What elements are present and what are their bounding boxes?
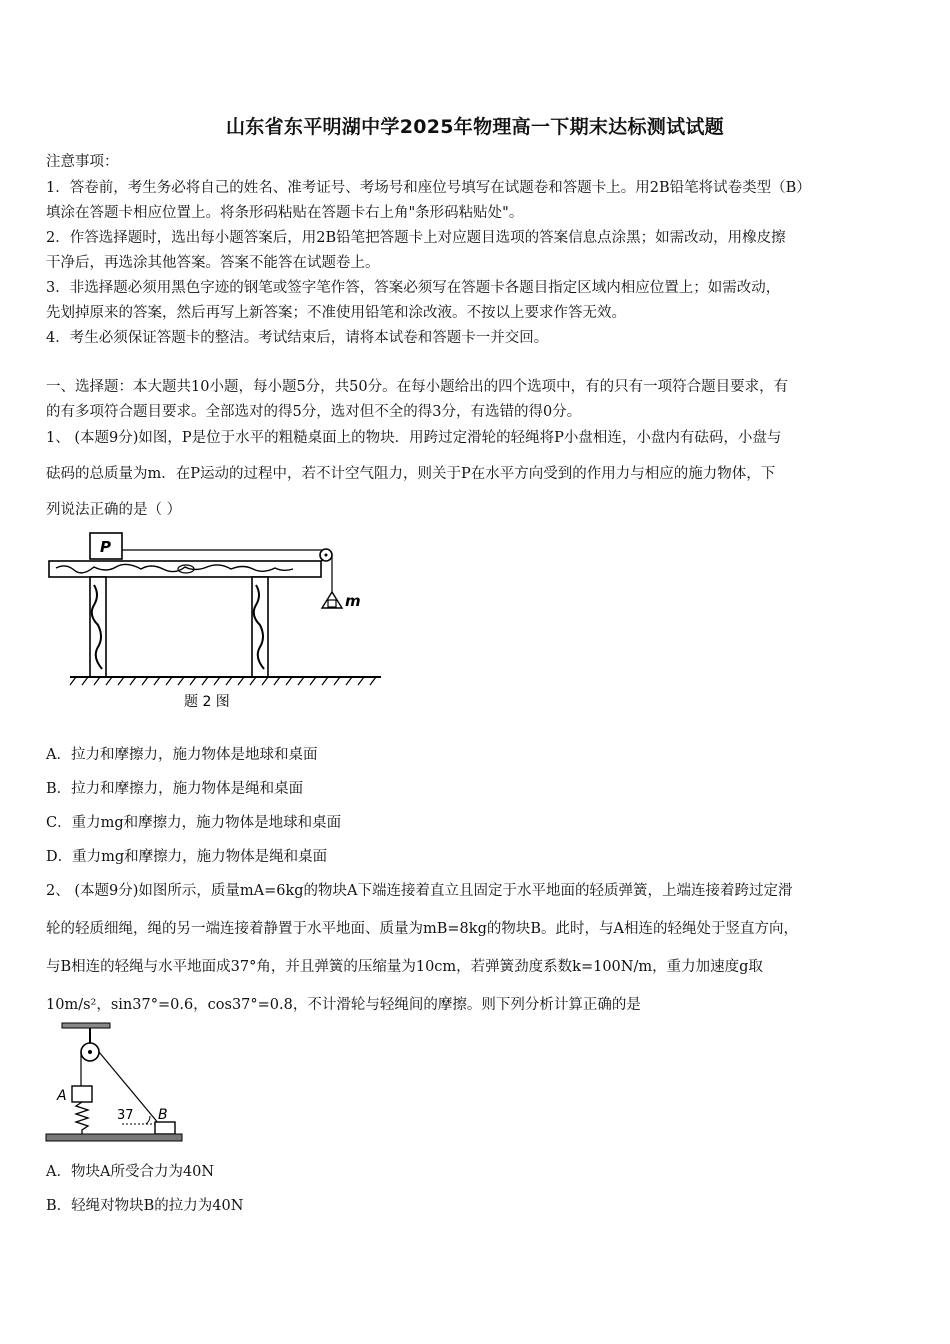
- ground: [46, 1134, 182, 1141]
- mass-m-label: m: [345, 592, 361, 610]
- section-1-line-1: 一、选择题：本大题共10小题，每小题5分，共50分。在每小题给出的四个选项中，有的只有一项符合题目要求，有: [46, 379, 789, 395]
- figure-caption: 题 2 图: [184, 694, 230, 710]
- question-2-line-2: 轮的轻质细绳，绳的另一端连接着静置于水平地面、质量为mB=8kg的物块B。此时，与A相连的轻绳处于竖直方向，: [46, 921, 798, 937]
- question-2-line-1: 2、 (本题9分)如图所示，质量mA=6kg的物块A下端连接着直立且固定于水平地面的轻质弹簧，上端连接着跨过定滑: [46, 883, 793, 899]
- block-b: [155, 1122, 175, 1134]
- block-b-label: B: [158, 1107, 168, 1123]
- notice-item-2-line-2: 干净后，再选涂其他答案。答案不能答在试题卷上。: [46, 255, 380, 271]
- block-a: [72, 1086, 92, 1102]
- ceiling: [62, 1023, 110, 1028]
- question-1-line-3: 列说法正确的是（ ）: [46, 502, 182, 518]
- notice-item-3-line-1: 3．非选择题必须用黑色字迹的钢笔或签字笔作答，答案必须写在答题卡各题目指定区域内相应位置上；如需改动，: [46, 280, 781, 296]
- question-1-option-d: D．重力mg和摩擦力，施力物体是绳和桌面: [46, 849, 328, 865]
- block-p-label: P: [100, 538, 111, 556]
- question-2-line-4: 10m/s²，sin37°=0.6，cos37°=0.8，不计滑轮与轻绳间的摩擦。则下列分析计算正确的是: [46, 997, 641, 1013]
- question-2-figure: [44, 1020, 184, 1145]
- question-1-option-a: A．拉力和摩擦力，施力物体是地球和桌面: [46, 747, 318, 763]
- spring: [76, 1102, 88, 1134]
- tabletop: [49, 561, 321, 577]
- notice-item-3-line-2: 先划掉原来的答案，然后再写上新答案；不准使用铅笔和涂改液。不按以上要求作答无效。: [46, 305, 626, 321]
- notice-item-1-line-1: 1．答卷前，考生务必将自己的姓名、准考证号、考场号和座位号填写在试题卷和答题卡上。用2B铅笔将试卷类型（B）: [46, 180, 811, 196]
- angle-label: 37: [117, 1108, 134, 1123]
- question-2-option-a: A．物块A所受合力为40N: [46, 1164, 215, 1180]
- question-1-figure: [46, 530, 386, 710]
- page-title: 山东省东平明湖中学2025年物理高一下期末达标测试试题: [226, 116, 724, 138]
- notice-item-1-line-2: 填涂在答题卡相应位置上。将条形码粘贴在答题卡右上角"条形码粘贴处"。: [46, 205, 524, 221]
- notice-heading: 注意事项：: [46, 154, 119, 170]
- question-1-line-1: 1、 (本题9分)如图，P是位于水平的粗糙桌面上的物块．用跨过定滑轮的轻绳将P小盘相连，小盘内有砝码，小盘与: [46, 430, 782, 446]
- notice-item-2-line-1: 2．作答选择题时，选出每小题答案后，用2B铅笔把答题卡上对应题目选项的答案信息点涂黑；如需改动，用橡皮擦: [46, 230, 786, 246]
- question-1-option-b: B．拉力和摩擦力，施力物体是绳和桌面: [46, 781, 304, 797]
- question-2-option-b: B．轻绳对物块B的拉力为40N: [46, 1198, 244, 1214]
- section-1-line-2: 的有多项符合题目要求。全部选对的得5分，选对但不全的得3分，有选错的得0分。: [46, 404, 582, 420]
- question-1-option-c: C．重力mg和摩擦力，施力物体是地球和桌面: [46, 815, 342, 831]
- block-a-label: A: [57, 1088, 67, 1104]
- question-1-line-2: 砝码的总质量为m．在P运动的过程中，若不计空气阻力，则关于P在水平方向受到的作用力与相应的施力物体，下: [46, 466, 776, 482]
- question-2-line-3: 与B相连的轻绳与水平地面成37°角，并且弹簧的压缩量为10cm，若弹簧劲度系数k=100N/m，重力加速度g取: [46, 959, 763, 975]
- notice-item-4: 4．考生必须保证答题卡的整洁。考试结束后，请将本试卷和答题卡一并交回。: [46, 330, 549, 346]
